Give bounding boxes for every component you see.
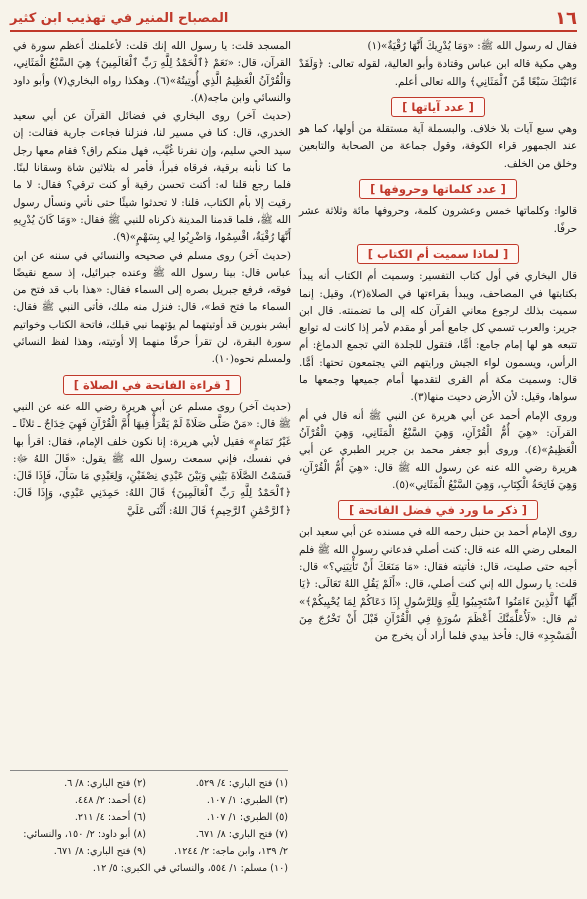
section-heading: [299, 244, 577, 264]
paragraph: وروى الإمام أحمد عن أبي هريرة عن النبي ﷺ أنه قال في أم القرآن: «هِيَ أُمُّ الْقُرْآنِ، وَهِيَ السَّبْعُ الْمَثَانِي، وَهِيَ الْقُرْآنُ الْعَظِيمُ»(٤). وروى أبو جعفر محمد بن جرير الطبري عن أبي هريرة رضي الله عنه عن رسول الله ﷺ قال: «هِيَ أُمُّ الْقُرْآنِ، وَهِيَ فَاتِحَةُ الْكِتَابِ، وَهِيَ السَّبْعُ الْمَثَانِي»(٥).: [299, 409, 577, 491]
section-heading-label: [ ذكر ما ورد في فضل الفاتحة ]: [338, 500, 538, 520]
paragraph: (حديث آخر) روى مسلم عن أبي هريرة رضي الله عنه عن النبي ﷺ قال: «مَنْ صَلَّى صَلَاةً لَمْ يَقْرَأْ فِيهَا أُمَّ الْقُرْآنِ فَهِيَ خِدَاجٌ ـ ثلاثًا ـ غَيْرُ تَمَامٍ» فقيل لأبي هريرة: إنا نكون خلف الإمام، فقال: اقرأ بها في نفسك، فإني سمعت رسول الله ﷺ يقول: «قَالَ اللهُ ﷻ: قَسَمْتُ الصَّلَاةَ بَيْنِي وَبَيْنَ عَبْدِي نِصْفَيْنِ، وَلِعَبْدِي مَا سَأَلَ، فَإِذَا قَالَ: ﴿ٱلْحَمْدُ لِلَّهِ رَبِّ ٱلْعَالَمِينَ﴾ قَالَ اللهُ: حَمِدَنِي عَبْدِي، وَإِذَا قَالَ: ﴿ٱلرَّحْمَٰنِ ٱلرَّحِيمِ﴾ قَالَ اللهُ: أَثْنَى عَلَيَّ: [13, 400, 291, 517]
paragraph: وهي مكية قاله ابن عباس وقتادة وأبو العالية، لقوله تعالى: ﴿وَلَقَدْ ءَاتَيْنَكَ سَبْعًا مِّنَ ٱلْمَثَانِي﴾ والله تعالى أعلم.: [299, 58, 577, 88]
footnote: (١) فتح الباري: ٤/ ٥٢٩.: [195, 778, 288, 789]
paragraph: وهي سبع آيات بلا خلاف. والبسملة آية مستقلة من أولها، كما هو عند الجمهور قراء الكوفة، وقول جماعة من الصحابة والتابعين وخلق من الخلف.: [299, 123, 577, 170]
paragraph: المسجد قلت: يا رسول الله إنك قلت: لأعلمنك أعظم سورة في القرآن، قال: «نَعَمْ ﴿ٱلْحَمْدُ لِلَّهِ رَبِّ ٱلْعَالَمِينَ﴾ هِيَ السَّبْعُ الْمَثَانِي، وَالْقُرْآنُ الْعَظِيمُ الَّذِي أُوتِيتُهُ»(٦). وهكذا رواه البخاري(٧) وأبو داود والنسائي وابن ماجه(٨).: [13, 40, 291, 104]
footnote: (١٠) مسلم: ١/ ٥٥٤، والنسائي في الكبرى: ٥/ ١٢.: [92, 863, 288, 874]
footnote: (٥) الطبري: ١/ ١٠٧.: [206, 812, 288, 823]
footnote: (٦) أحمد: ٤/ ٢١١.: [74, 812, 146, 823]
page-header: [10, 6, 577, 32]
section-heading-label: [ لماذا سميت أم الكتاب ]: [357, 244, 520, 264]
section-heading-label: [ عدد آياتها ]: [391, 97, 485, 117]
right-column: [299, 38, 577, 647]
footnote: (٩) فتح الباري: ٨/ ٦٧١.: [53, 846, 146, 857]
book-title: المصباح المنير في تهذيب ابن كثير: [10, 10, 229, 26]
section-heading: [299, 179, 577, 199]
paragraph: (حديث آخر) روى البخاري في فضائل القرآن عن أبي سعيد الخدري، قال: كنا في مسير لنا، فنزلنا فجاءت جارية فقالت: إن سيد الحي سليم، وإن نفرنا غُيَّب، فهل منكم راق؟ فقام معها رجل ما كنا نأبنه برقية، فرقاه فبرأ، فأمر له بثلاثين شاة وسقانا لبنًا. فلما رجع قلنا له: أكنت تحسن رقية أو كنت ترقي؟ فقال: لا ما رقيت إلا بأم الكتاب، قلنا: لا تحدثوا شيئًا حتى نأتي ونسأل رسول الله ﷺ، فلما قدمنا المدينة ذكرناه للنبي ﷺ فقال: «وَمَا كَانَ يُدْرِيهِ أَنَّهَا رُقْيَةٌ، اقْسِمُوا، وَاضْرِبُوا لِي بِسَهْمٍ»(٩).: [13, 110, 291, 244]
text-columns: [10, 38, 577, 647]
paragraph: (حديث آخر) روى مسلم في صحيحه والنسائي في سننه عن ابن عباس قال: بينا رسول الله ﷺ وعنده جبرائيل، إذ سمع نقيضًا فوقه، فرفع جبريل بصره إلى السماء فقال: «هذا باب قد فتح من السماء ما فتح قط»، قال: فنزل منه ملك، فأتى النبي ﷺ فقال: أبشر بنورين قد أوتيتهما لم يؤتهما نبي قبلك، فاتحة الكتاب وخواتيم سورة البقرة، لن تقرأ حرفًا منهما إلا أوتيته، وهذا لفظ النسائي ولمسلم نحوه(١٠).: [13, 249, 291, 366]
footnote: (٧) فتح الباري: ٨/ ٦٧١.: [195, 829, 288, 840]
footnote: (٣) الطبري: ١/ ١٠٧.: [206, 795, 288, 806]
section-heading: [299, 97, 577, 117]
footnote: ٢/ ١٣٩، وابن ماجه: ٢/ ١٢٤٤.: [174, 846, 288, 857]
left-column: [13, 38, 291, 647]
paragraph: قالوا: وكلماتها خمس وعشرون كلمة، وحروفها مائة وثلاثة عشر حرفًا.: [299, 205, 577, 235]
footnote: (٤) أحمد: ٢/ ٤٤٨.: [74, 795, 146, 806]
footnotes-block: [10, 770, 288, 877]
section-heading: [299, 500, 577, 520]
page-number: ١٦: [555, 7, 577, 29]
footnote: (٢) فتح الباري: ٨/ ٦.: [64, 778, 146, 789]
section-heading-label: [ عدد كلماتها وحروفها ]: [359, 179, 517, 199]
footnote: (٨) أبو داود: ٢/ ١٥٠، والنسائي:: [23, 829, 146, 840]
section-heading-label: [ قراءة الفاتحة في الصلاة ]: [63, 375, 242, 395]
paragraph: قال البخاري في أول كتاب التفسير: وسميت أم الكتاب أنه يبدأ بكتابتها في المصاحف، ويبدأ بقراءتها في الصلاة(٢)، وقيل: إنما سميت بذلك لرجوع معاني القرآن كله إلى ما تضمنته. قال ابن جرير: والعرب تسمي كل جامع أمر أو مقدم لأمر إذا كانت له توابع تتبعه هو لها إمام جامع: أمًّا، فتقول للجلدة التي تجمع الدماغ: أم الرأس، ويسمون لواء الجيش ورايتهم التي يجتمعون تحتها: أمًّا. قال: وسميت مكة أم القرى لتقدمها أمام جميعها وجمعها ما سواها، وقيل: لأن الأرض دحيت منها(٣).: [299, 270, 577, 404]
paragraph: فقال له رسول الله ﷺ: «وَمَا يُدْرِيكَ أَنَّهَا رُقْيَةٌ»(١): [367, 40, 577, 52]
section-heading: [13, 375, 291, 395]
footnotes-list: [10, 775, 288, 877]
paragraph: روى الإمام أحمد بن حنبل رحمه الله في مسنده عن أبي سعيد ابن المعلى رضي الله عنه قال: كنت أصلي فدعاني رسول الله ﷺ فلم أجبه حتى صليت، قال: فأتيته فقال: «مَا مَنَعَكَ أَنْ تَأْتِيَنِي؟» قال: قلت: يا رسول الله إني كنت أصلي، قال: «أَلَمْ يَقُلِ اللهُ تَعَالَى: ﴿يَا أَيُّهَا ٱلَّذِينَ ءَامَنُوا ٱسْتَجِيبُوا لِلَّهِ وَلِلرَّسُولِ إِذَا دَعَاكُمْ لِمَا يُحْيِيكُمْ﴾» ثم قال: «لَأُعَلِّمَنَّكَ أَعْظَمَ سُورَةٍ فِي الْقُرْآنِ قَبْلَ أَنْ تَخْرُجَ مِنَ الْمَسْجِدِ» قال: فأخذ بيدي فلما أراد أن يخرج من: [299, 526, 577, 643]
